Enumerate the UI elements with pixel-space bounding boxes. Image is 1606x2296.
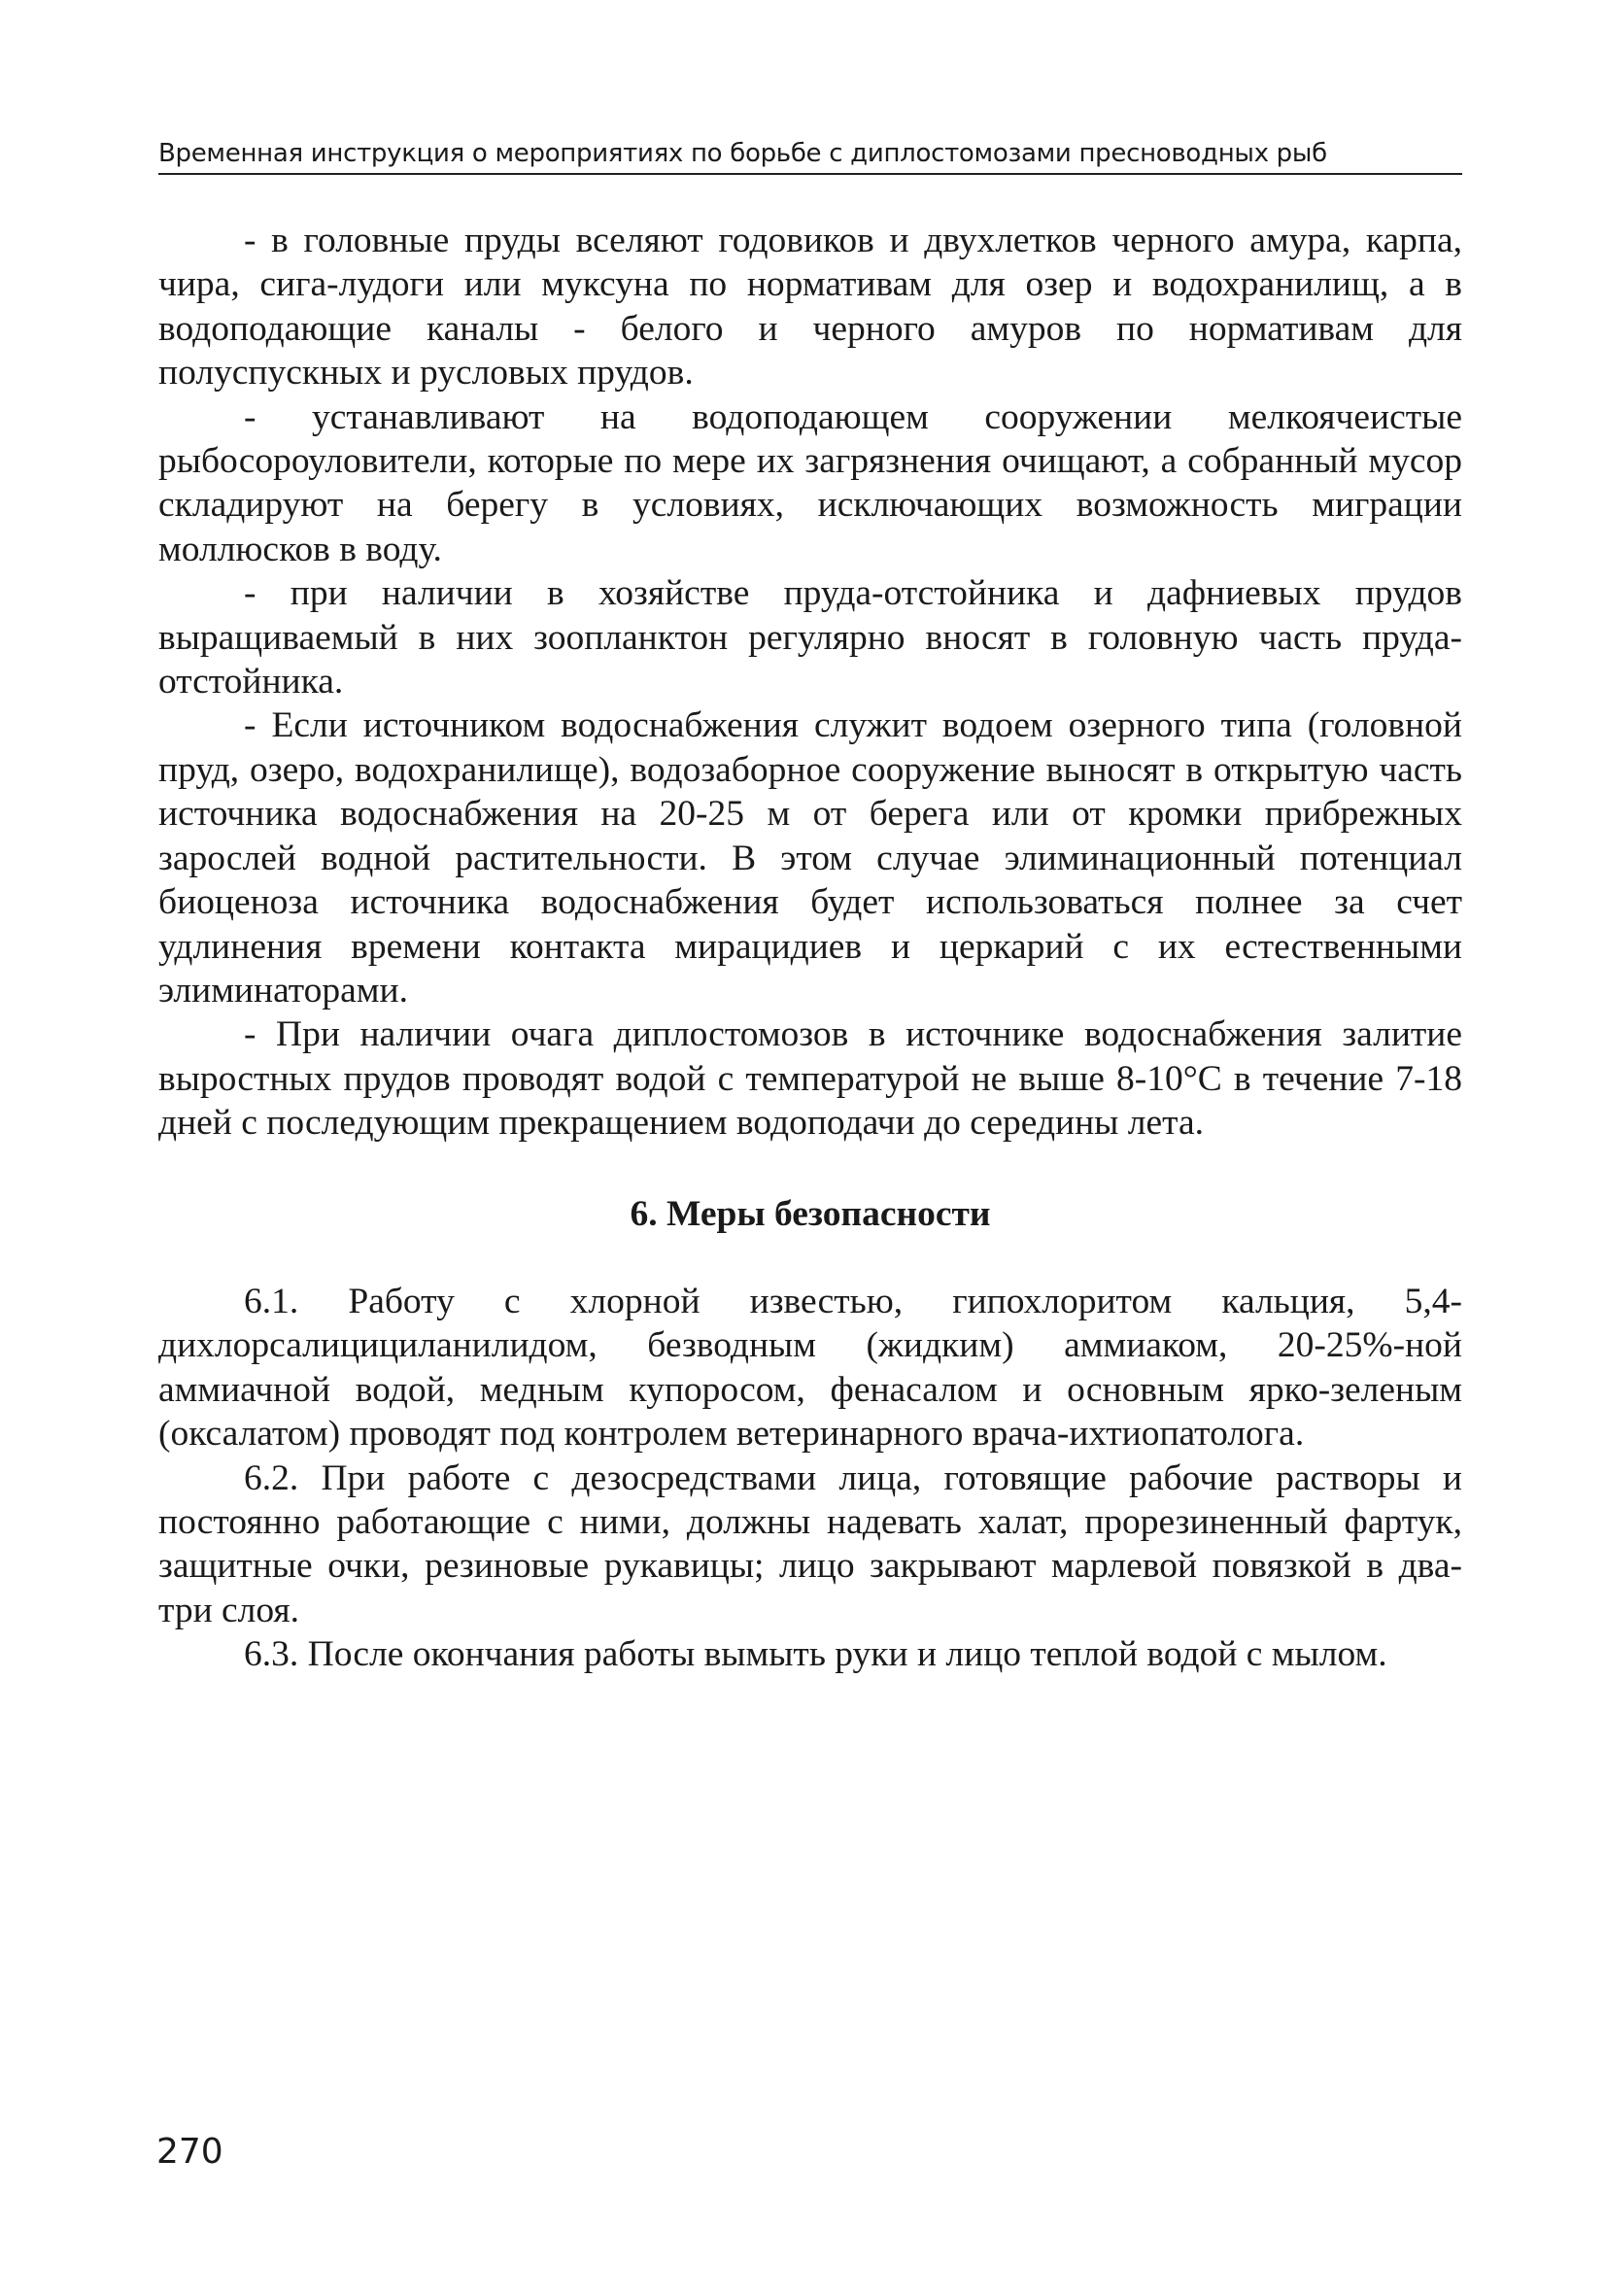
paragraph-6-1: 6.1. Работу с хлорной известью, гипохлоритом кальция, 5,4-дихлорсалицициланилидом, безводным (жидким) аммиаком, 20-25%-ной аммиачной водой, медным купоросом, фенасалом и основным ярко-зеленым (оксалатом) проводят под контролем ветеринарного врача-ихтиопатолога. — [158, 1281, 1462, 1455]
paragraph-water-intake: - Если источником водоснабжения служит водоем озерного типа (головной пруд, озеро, водохранилище), водозаборное сооружение выносят в открытую часть источника водоснабжения на 20-25 м от берега или от кромки прибрежных зарослей водной растительности. В этом случае элиминационный потенциал биоценоза источника водоснабжения будет использоваться полнее за счет удлинения времени контакта мирацидиев и церкарий с их естественными элиминаторами. — [158, 705, 1462, 1011]
paragraph-head-ponds: - в головные пруды вселяют годовиков и двухлетков черного амура, карпа, чира, сига-лудоги или муксуна по нормативам для озер и водохранилищ, а в водоподающие каналы - белого и черного амуров по нормативам для полуспускных и русловых прудов. — [158, 221, 1462, 394]
page-body — [158, 219, 1462, 1677]
paragraph-6-2: 6.2. При работе с дезосредствами лица, готовящие рабочие растворы и постоянно работающие с ними, должны надевать халат, прорезиненный фартук, защитные очки, резиновые рукавицы; лицо закрывают марлевой повязкой в два-три слоя. — [158, 1457, 1462, 1630]
paragraph-debris-traps: - устанавливают на водоподающем сооружении мелкоячеистые рыбосороуловители, которые по мере их загрязнения очищают, а собранный мусор складируют на берегу в условиях, исключающих возможность миграции моллюсков в воду. — [158, 396, 1462, 569]
page-number: 270 — [156, 2132, 223, 2172]
section-title: 6. Меры безопасности — [630, 1193, 991, 1234]
running-header: Временная инструкция о мероприятиях по борьбе с диплостомозами пресноводных рыб — [158, 136, 1462, 175]
paragraph-settling-pond: - при наличии в хозяйстве пруда-отстойника и дафниевых прудов выращиваемый в них зоопланктон регулярно вносят в головную часть пруда-отстойника. — [158, 573, 1462, 703]
paragraph-filling-ponds: - При наличии очага диплостомозов в источнике водоснабжения залитие выростных прудов проводят водой с температурой не выше 8-10°С в течение 7-18 дней с последующим прекращением водоподачи до середины лета. — [158, 1014, 1462, 1144]
paragraph-6-3: 6.3. После окончания работы вымыть руки и лицо теплой водой с мылом. — [244, 1634, 1387, 1675]
